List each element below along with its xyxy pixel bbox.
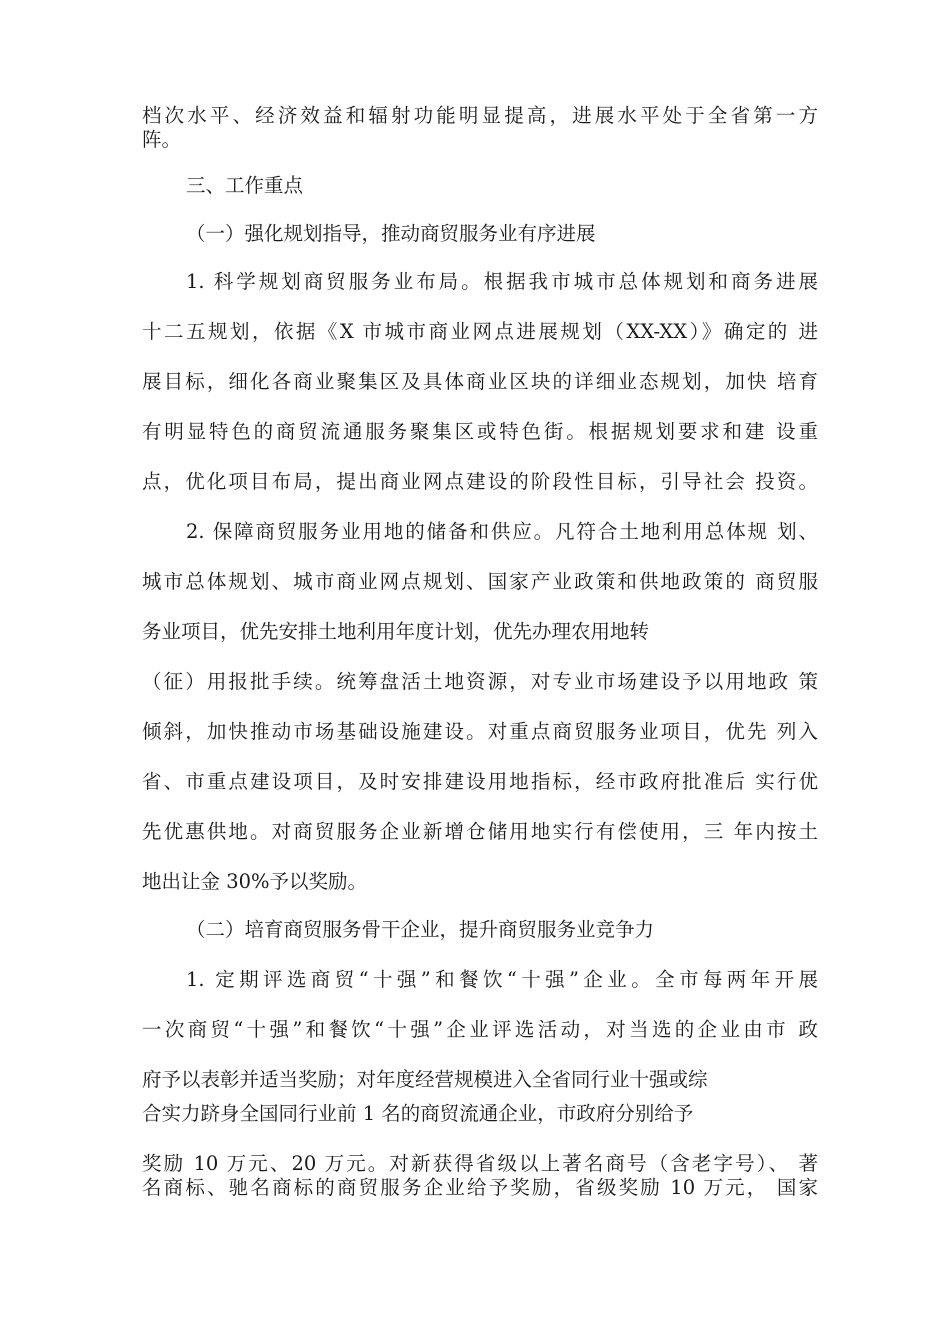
paragraph-line: 十二五规划，依据《X 市城市商业网点进展规划（XX-XX）》确定的 进 xyxy=(142,320,818,343)
paragraph-line: 一次商贸“十强”和餐饮“十强”企业评选活动，对当选的企业由市 政 xyxy=(142,1018,818,1041)
paragraph-line: 2. 保障商贸服务业用地的储备和供应。凡符合土地利用总体规 划、 xyxy=(186,520,818,543)
subsection-heading: （一）强化规划指导，推动商贸服务业有序进展 xyxy=(186,222,596,245)
paragraph-line: 展目标，细化各商业聚集区及具体商业区块的详细业态规划，加快 培育 xyxy=(142,370,818,393)
paragraph-line: 务业项目，优先安排土地利用年度计划，优先办理农用地转 xyxy=(142,620,650,643)
paragraph-line: 1. 科学规划商贸服务业布局。根据我市城市总体规划和商务进展 xyxy=(186,270,818,293)
paragraph-line: 先优惠供地。对商贸服务企业新增仓储用地实行有偿使用，三 年内按土 xyxy=(142,820,818,843)
paragraph-line: 城市总体规划、城市商业网点规划、国家产业政策和供地政策的 商贸服 xyxy=(142,570,818,593)
paragraph-line: 地出让金 30%予以奖励。 xyxy=(142,870,368,893)
paragraph-line: 有明显特色的商贸流通服务聚集区或特色街。根据规划要求和建 设重 xyxy=(142,420,818,443)
paragraph-line: 阵。 xyxy=(142,128,182,151)
paragraph-line: 合实力跻身全国同行业前 1 名的商贸流通企业，市政府分别给予 xyxy=(142,1102,694,1125)
paragraph-line: 倾斜，加快推动市场基础设施建设。对重点商贸服务业项目，优先 列入 xyxy=(142,720,818,743)
subsection-heading: （二）培育商贸服务骨干企业，提升商贸服务业竞争力 xyxy=(186,918,655,941)
paragraph-line: 省、市重点建设项目，及时安排建设用地指标，经市政府批准后 实行优 xyxy=(142,770,818,793)
paragraph-line: （征）用报批手续。统筹盘活土地资源，对专业市场建设予以用地政 策 xyxy=(142,670,818,693)
paragraph-line: 1. 定期评选商贸“十强”和餐饮“十强”企业。全市每两年开展 xyxy=(186,968,818,991)
paragraph-line: 奖励 10 万元、20 万元。对新获得省级以上著名商号（含老字号）、 著 xyxy=(142,1152,818,1175)
paragraph-line: 档次水平、经济效益和辐射功能明显提高，进展水平处于全省第一方 xyxy=(142,104,818,127)
paragraph-line: 府予以表彰并适当奖励；对年度经营规模进入全省同行业十强或综 xyxy=(142,1068,708,1091)
paragraph-line: 点，优化项目布局，提出商业网点建设的阶段性目标，引导社会 投资。 xyxy=(142,470,818,493)
paragraph-line: 名商标、驰名商标的商贸服务企业给予奖励，省级奖励 10 万元， 国家 xyxy=(142,1176,818,1199)
section-heading: 三、工作重点 xyxy=(186,174,304,197)
